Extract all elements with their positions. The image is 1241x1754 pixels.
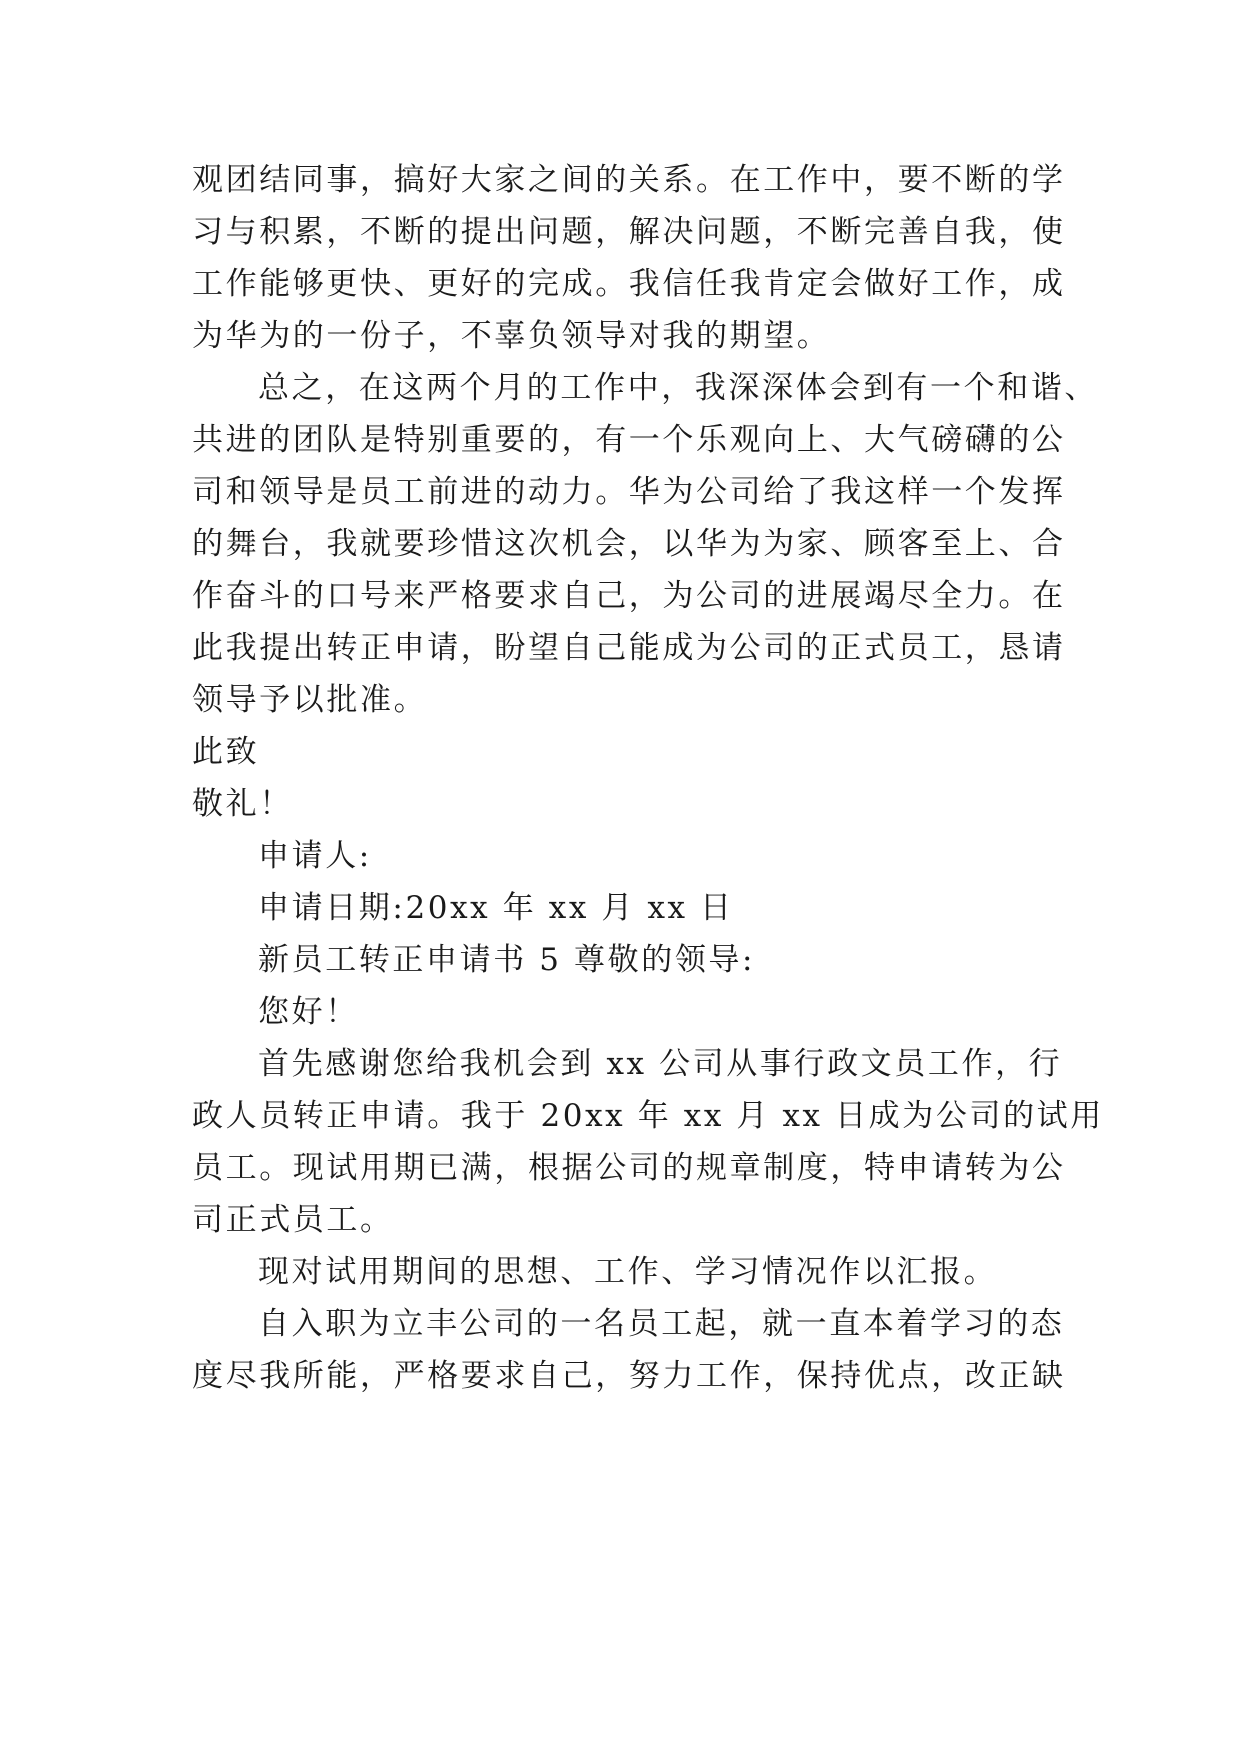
greeting-line: 您好！ [258,994,359,1030]
section-heading-line: 新员工转正申请书 5 尊敬的领导: [258,942,756,978]
text-line: 此我提出转正申请，盼望自己能成为公司的正式员工，恳请 [192,630,1066,666]
text-line: 司正式员工。 [192,1202,394,1238]
text-line: 为华为的一份子，不辜负领导对我的期望。 [192,318,831,354]
text-line: 作奋斗的口号来严格要求自己，为公司的进展竭尽全力。在 [192,578,1066,614]
text-line: 员工。现试用期已满，根据公司的规章制度，特申请转为公 [192,1150,1066,1186]
text-line: 的舞台，我就要珍惜这次机会，以华为为家、顾客至上、合 [192,526,1066,562]
text-line: 共进的团队是特别重要的，有一个乐观向上、大气磅礴的公 [192,422,1066,458]
applicant-line: 申请人: [258,838,372,874]
closing-line: 此致 [192,734,260,770]
text-line: 领导予以批准。 [192,682,428,718]
text-line: 政人员转正申请。我于 20xx 年 xx 月 xx 日成为公司的试用 [192,1098,1104,1134]
salutation-line: 敬礼！ [192,786,293,822]
application-date-line: 申请日期:20xx 年 xx 月 xx 日 [258,890,734,926]
text-line: 司和领导是员工前进的动力。华为公司给了我这样一个发挥 [192,474,1066,510]
paragraph-first-line: 总之，在这两个月的工作中，我深深体会到有一个和谐、 [258,370,1098,406]
text-line: 工作能够更快、更好的完成。我信任我肯定会做好工作，成 [192,266,1066,302]
text-line: 观团结同事，搞好大家之间的关系。在工作中，要不断的学 [192,162,1066,198]
paragraph-first-line: 现对试用期间的思想、工作、学习情况作以汇报。 [258,1254,998,1290]
paragraph-first-line: 自入职为立丰公司的一名员工起，就一直本着学习的态 [258,1306,1065,1342]
text-line: 度尽我所能，严格要求自己，努力工作，保持优点，改正缺 [192,1358,1066,1394]
paragraph-first-line: 首先感谢您给我机会到 xx 公司从事行政文员工作，行 [258,1046,1063,1082]
text-line: 习与积累，不断的提出问题，解决问题，不断完善自我，使 [192,214,1066,250]
